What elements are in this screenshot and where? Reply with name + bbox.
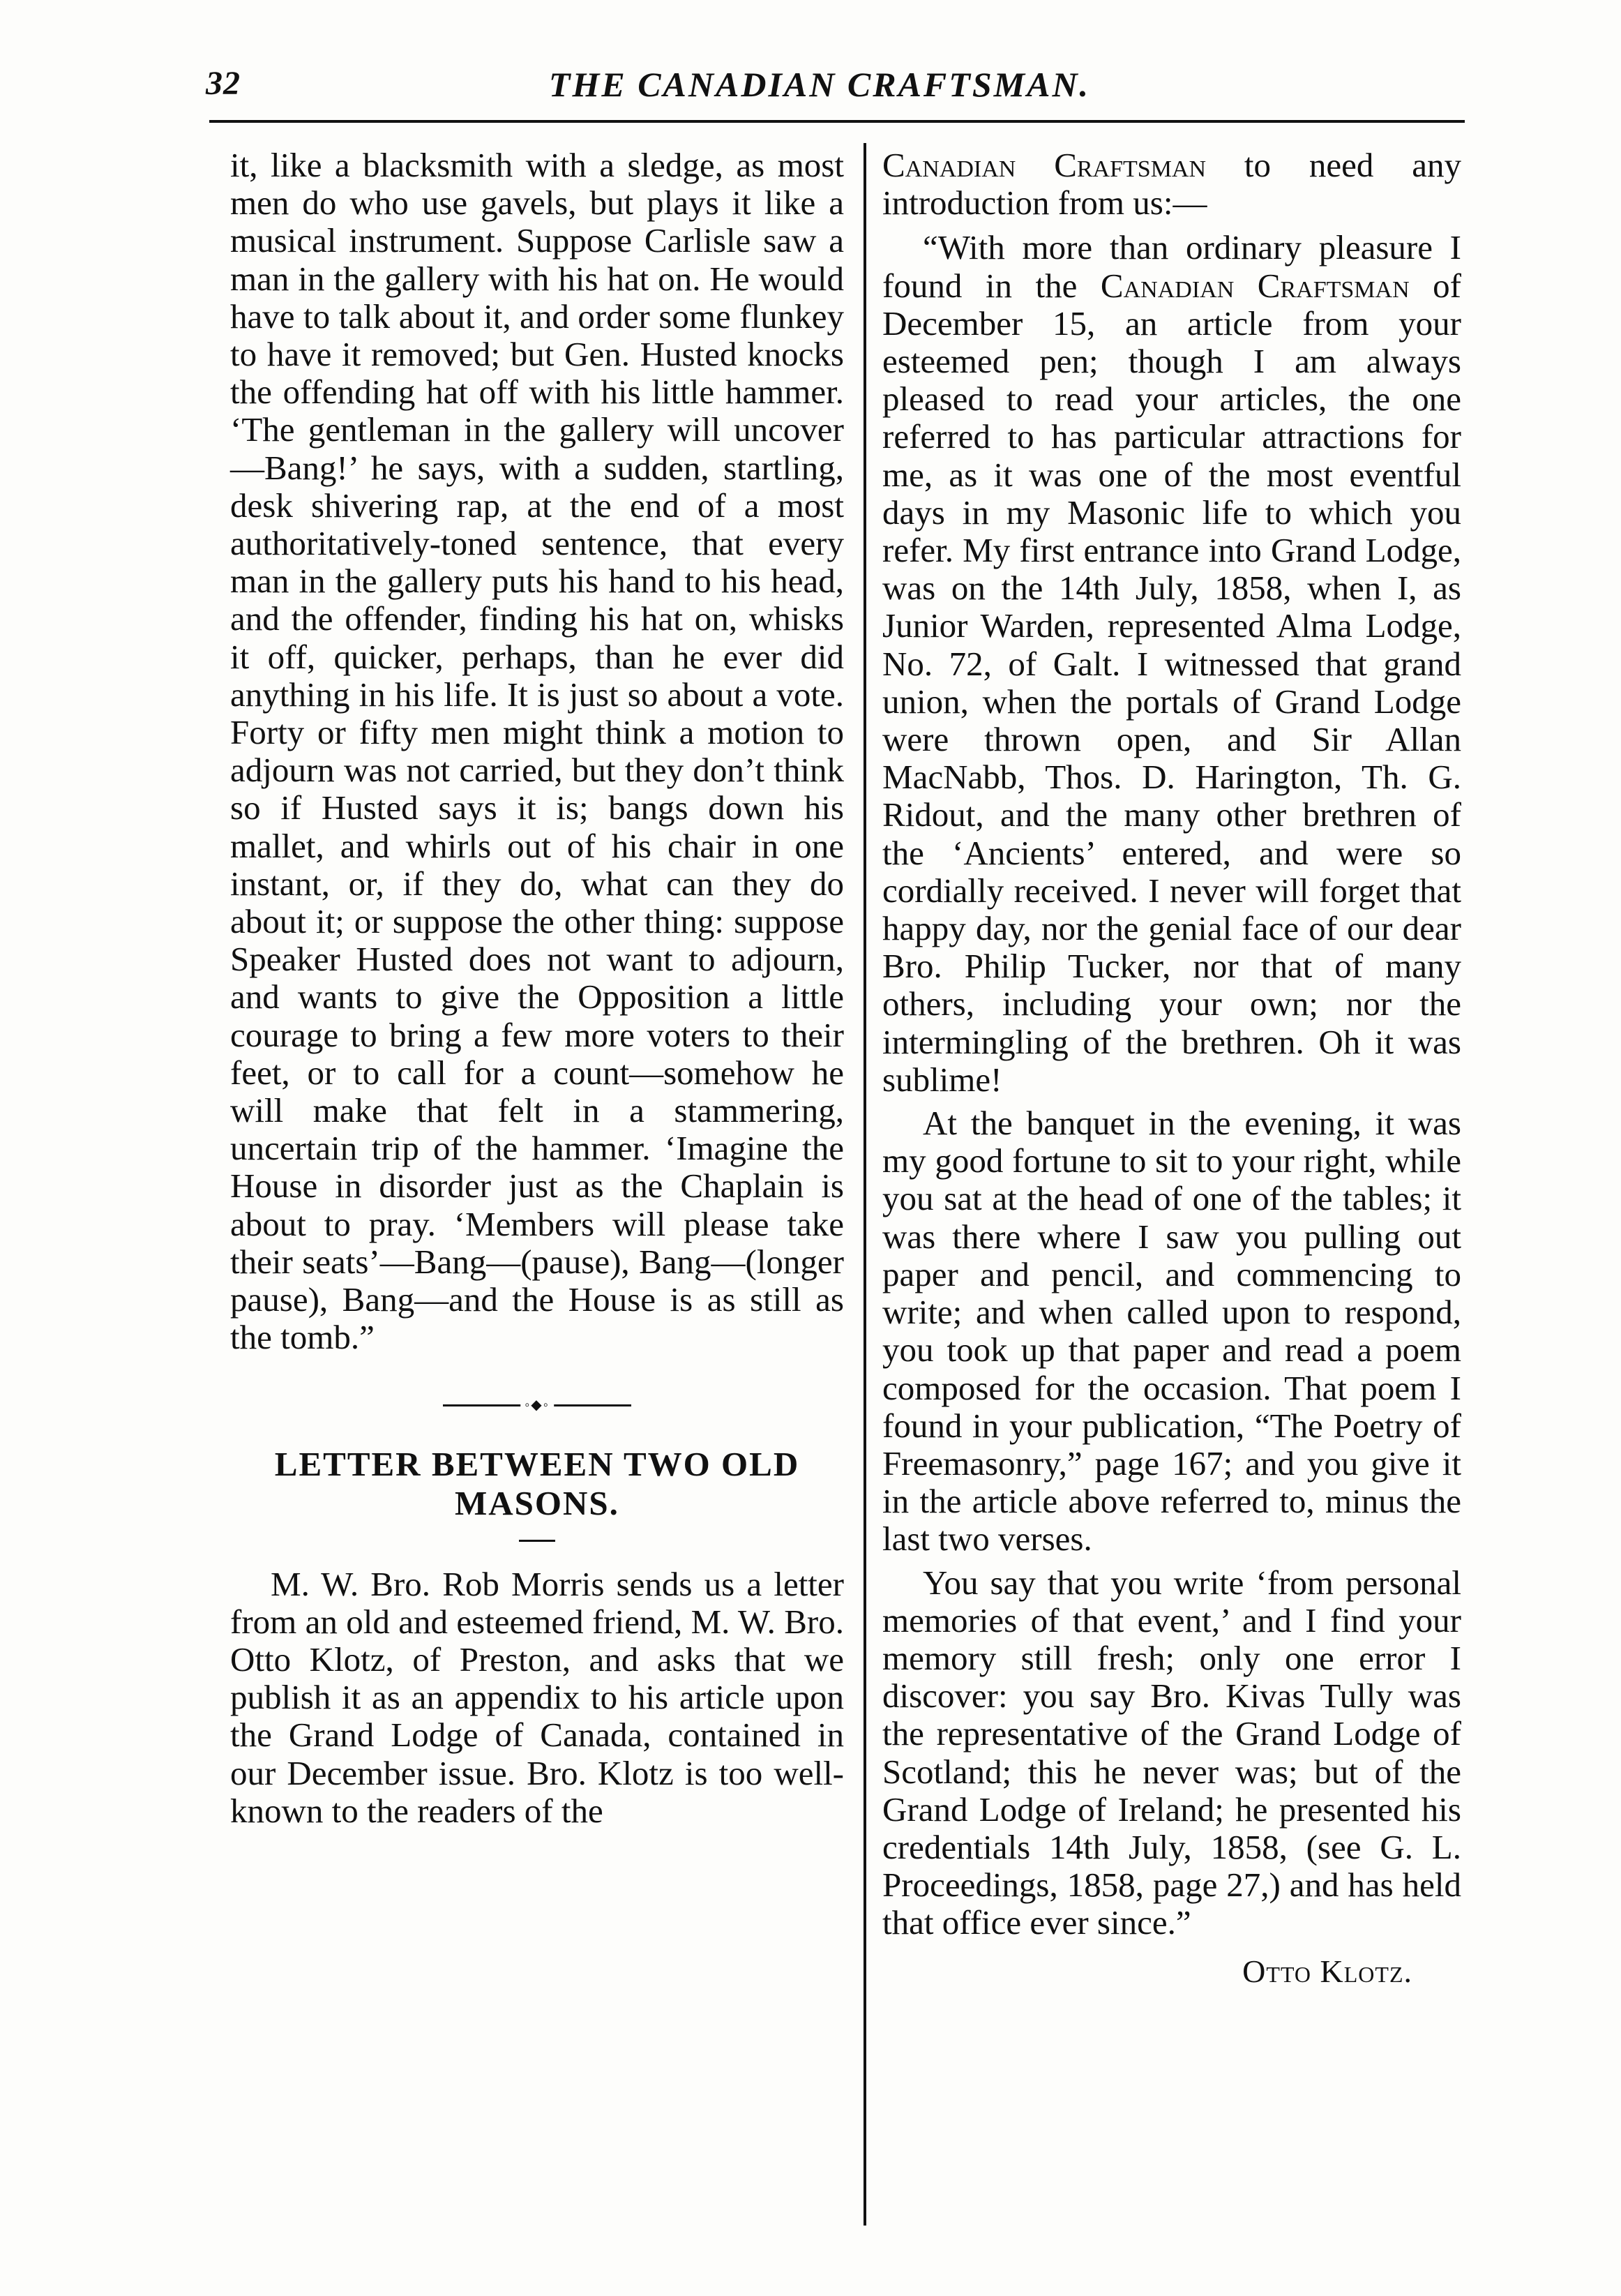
intro-paragraph: M. W. Bro. Rob Morris sends us a letter from an old and esteemed friend, M. W. Bro. Otto Klotz, of Preston, and asks that we publish it as an appendix to his article upon the Grand Lodge of Canada, contained in our December issue. Bro. Klotz is too well-known to the readers of the bbox=[230, 1564, 844, 1830]
intro-continuation bbox=[882, 147, 1461, 222]
running-title: THE CANADIAN CRAFTSMAN. bbox=[548, 65, 1091, 104]
left-column bbox=[230, 147, 844, 1830]
page-number: 32 bbox=[206, 65, 241, 102]
intro-continuation-text: to need any introduction from us:— bbox=[882, 146, 1462, 223]
article-title-line-2: MASONS. bbox=[455, 1483, 619, 1522]
letter-p1-rest: of December 15, an article from your esteemed pen; though I am always pleased to read your articles, the one referred to has particular attractions for me, as it was one of the most eventful days in my Masonic life to which you refer. My first entrance into Grand Lodge, was on the 14th July, 1858, when I, as Junior Warden, represented Alma Lodge, No. 72, of Galt. I witnessed that grand union, when the portals of Grand Lodge were thrown open, and Sir Allan MacNabb, Thos. D. Harington, Th. G. Ridout, and the many other brethren of the ‘Ancients’ entered, and were so cordially received. I never will forget that happy day, nor the genial face of our dear Bro. Philip Tucker, nor that of many others, including your own; nor the intermingling of the brethren. Oh it was sublime! bbox=[882, 266, 1461, 1099]
title-rule bbox=[519, 1540, 555, 1542]
page-header bbox=[206, 64, 1433, 113]
continued-paragraph: it, like a blacksmith with a sledge, as most men do who use gavels, but plays it like a musical instrument. Suppose Carlisle saw a man in the gallery with his hat on. He would have to talk about it, and order some flunkey to have it removed; but Gen. Husted knocks the offending hat off with his little hammer. ‘The gentleman in the gallery will uncover—Bang!’ he says, with a sudden, startling, desk shivering rap, at the end of a most authoritatively-toned sentence, that every man in the gallery puts his hand to his head, and the offender, finding his hat on, whisks it off, quicker, perhaps, than he ever did anything in his life. It is just so about a vote. Forty or fifty men might think a motion to adjourn was not carried, but they don’t think so if Husted says it is; bangs down his mallet, and whirls out of his chair in one instant, or, if they do, what can they do about it; or suppose the other thing: suppose Speaker Husted does not want to adjourn, and wants to give the Opposition a little courage to bring a few more voters to their feet, or to call for a count—somehow he will make that felt in a stammering, uncertain trip of the hammer. ‘Imagine the House in disorder just as the Chaplain is about to pray. ‘Members will please take their seats’—Bang—(pause), Bang—(longer pause), Bang—and the House is as still as the tomb.” bbox=[230, 146, 844, 1357]
signature: Otto Klotz. bbox=[1242, 1953, 1412, 1989]
letter-paragraph-2: At the banquet in the evening, it was my good fortune to sit to your right, while you sat at the head of one of the tables; it was there where I saw you pulling out paper and pencil, and commencing to write; and when called upon to respond, you took up that paper and read a poem composed for the occasion. That poem I found in your publication, “The Poetry of Freemasonry,” page 167; and you give it in the article above referred to, minus the last two verses. bbox=[882, 1104, 1461, 1559]
column-rule bbox=[864, 143, 866, 2226]
section-ornament: ◦◆◦ bbox=[443, 1400, 631, 1410]
article-title bbox=[230, 1445, 844, 1523]
publication-name: Canadian Craftsman bbox=[882, 146, 1207, 184]
article-title-line-1: LETTER BETWEEN TWO OLD bbox=[274, 1444, 800, 1483]
publication-name: Canadian Craftsman bbox=[1100, 266, 1410, 305]
letter-p1-start: “With more than ordinary pleasure I found in the bbox=[882, 228, 1461, 305]
letter-paragraph-3: You say that you write ‘from personal memories of that event,’ and I find your memory still fresh; only one error I discover: you say Bro. Kivas Tully was the representative of the Grand Lodge of Scotland; this he never was; but of the Grand Lodge of Ireland; he presented his credentials 14th July, 1858, (see G. L. Proceedings, 1858, page 27,) and has held that office ever since.” bbox=[882, 1563, 1461, 1942]
right-column bbox=[882, 147, 1461, 1991]
letter-paragraph-1 bbox=[882, 229, 1461, 1099]
header-rule bbox=[209, 120, 1465, 123]
